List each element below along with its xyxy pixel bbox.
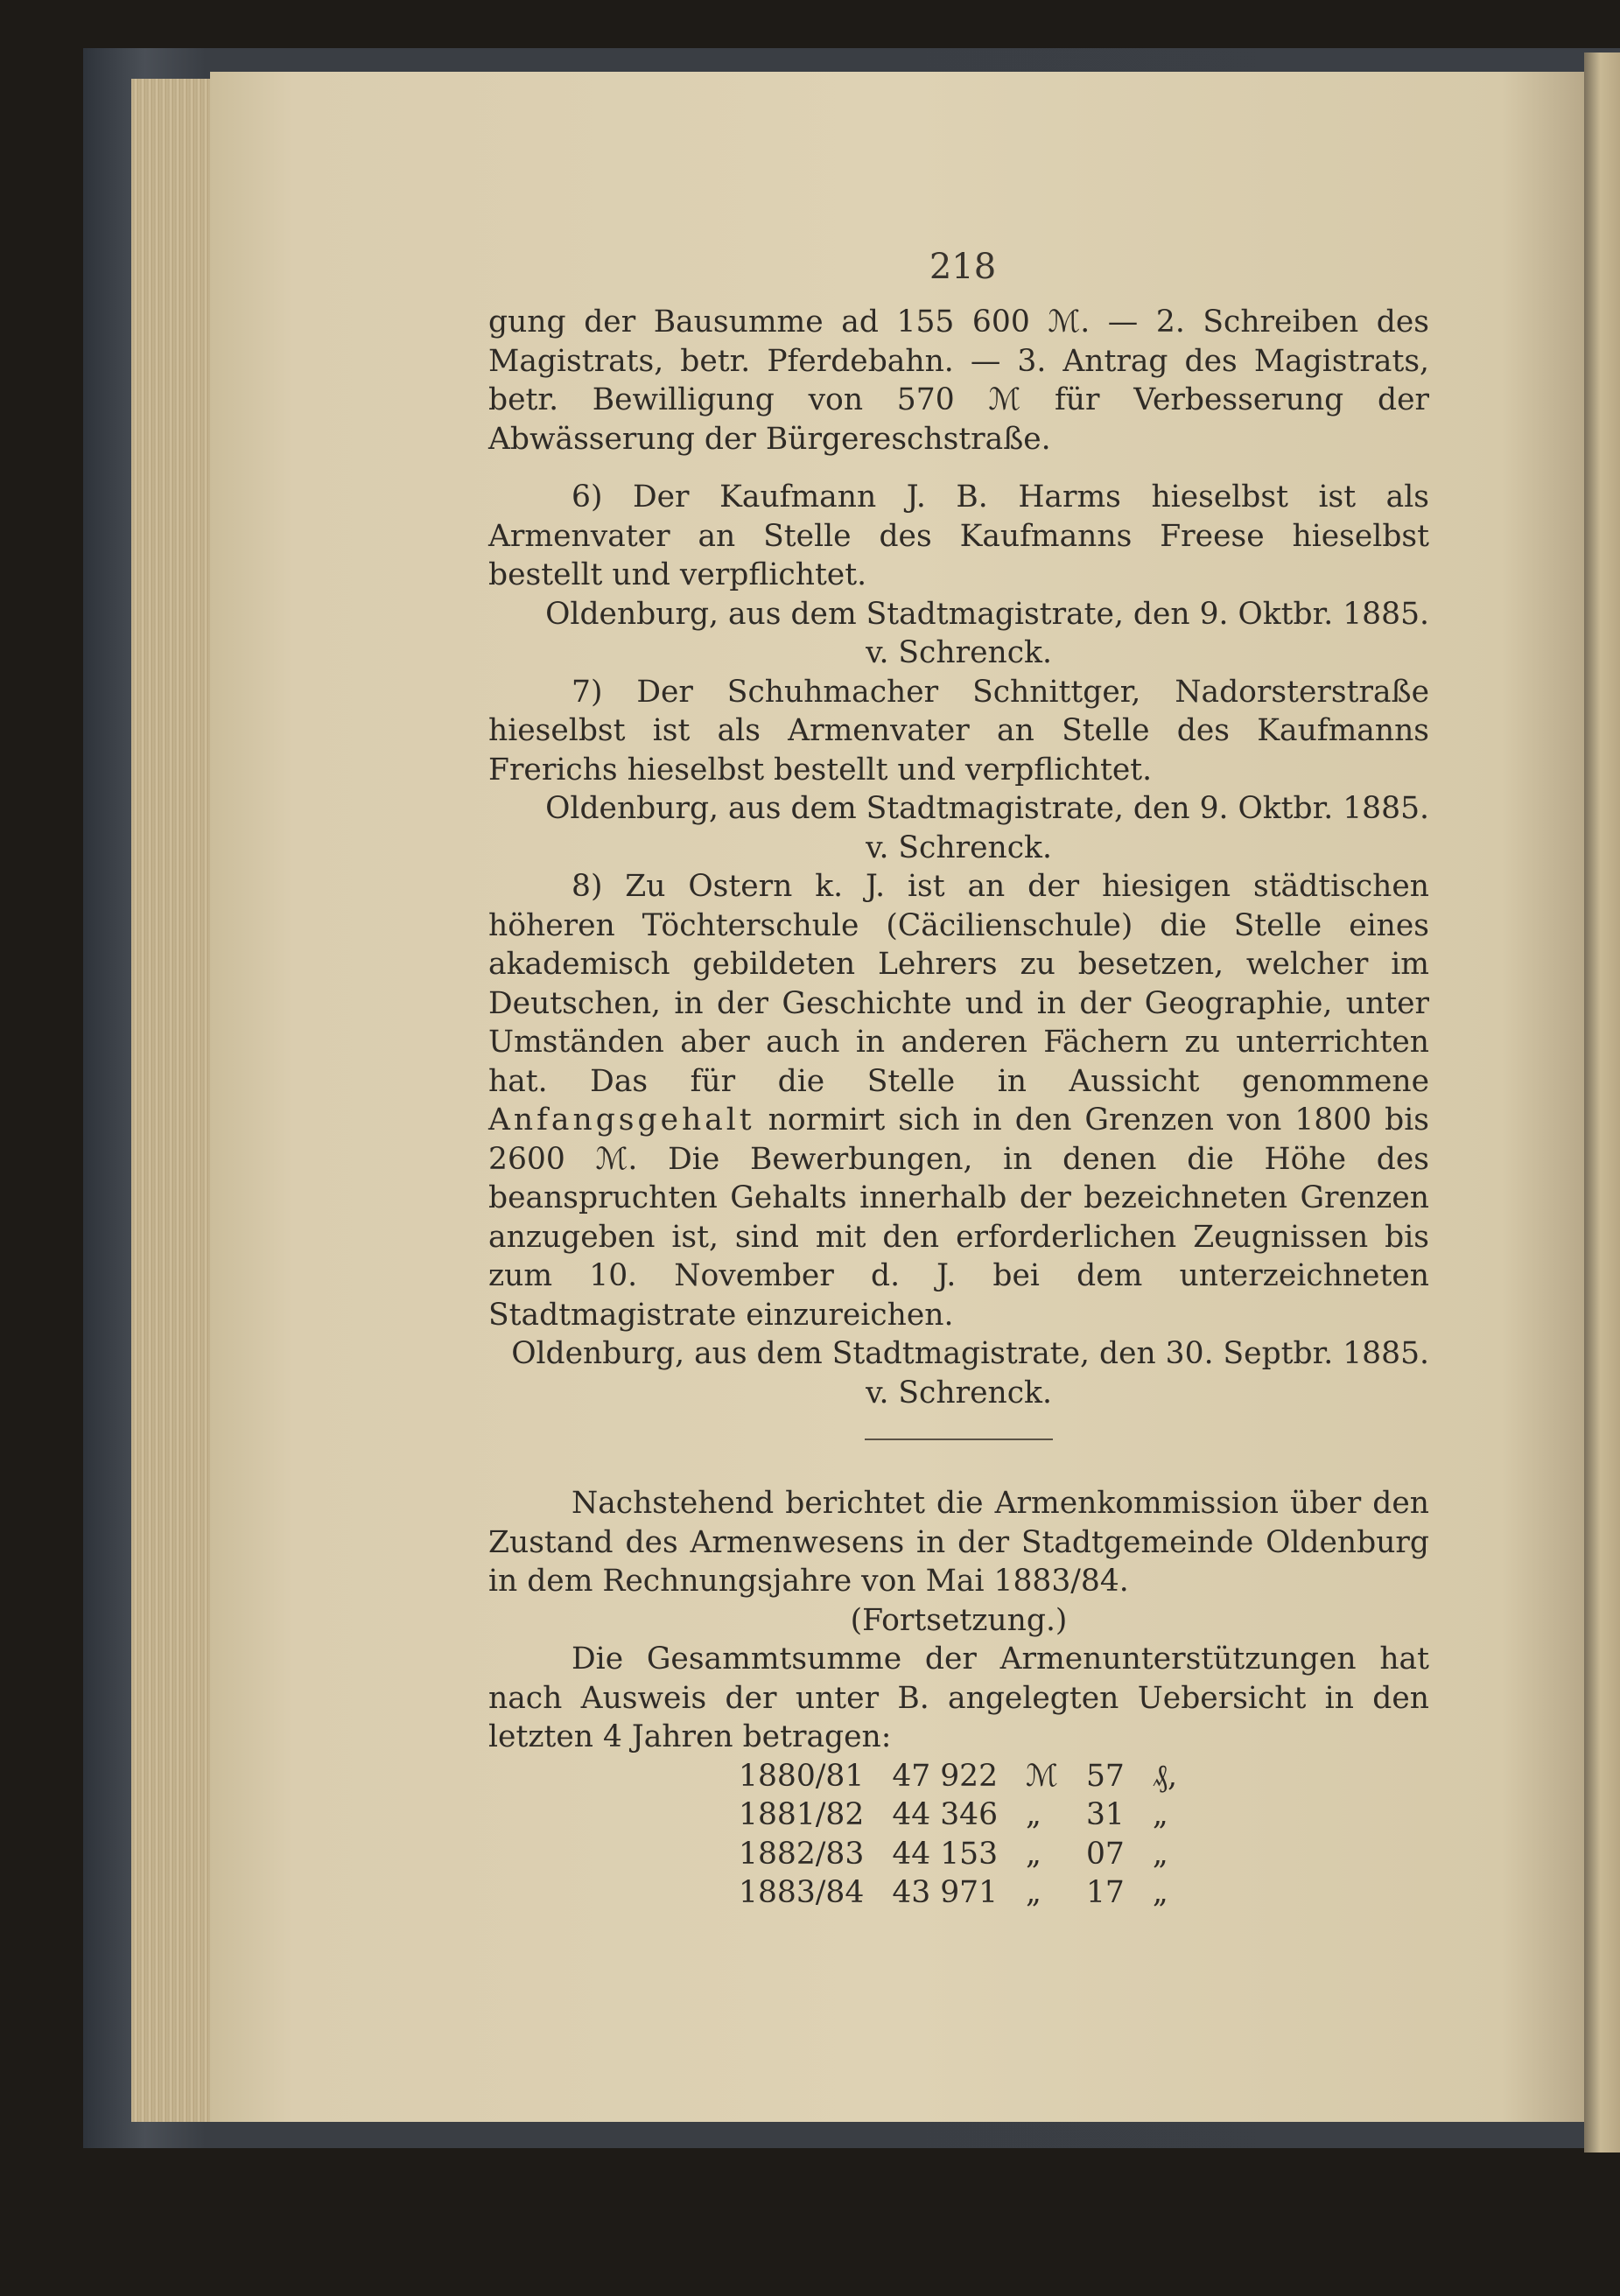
notice-8-text-after: normirt sich in den Grenzen von 1800 bis 2600 ℳ. Die Bewerbungen, in denen die Höhe des beanspruchten Gehalts innerhalb der bezeichneten Grenzen anzugeben ist, sind mit den erforderlichen Zeugnissen bis zum 10. November d. J. bei dem unterzeichneten Stadtmagistrate einzureichen. bbox=[488, 1102, 1429, 1333]
pfennig-unit-cell: „ bbox=[1152, 1836, 1168, 1872]
notice-8-signature: v. Schrenck. bbox=[866, 1375, 1052, 1410]
notice-8-place-date: Oldenburg, aus dem Stadtmagistrate, den 30. Septbr. 1885. bbox=[511, 1336, 1429, 1371]
marks-cell: 47 922 bbox=[892, 1758, 999, 1794]
notice-8-text bbox=[488, 867, 1429, 1334]
page-number: 218 bbox=[929, 247, 997, 287]
pfennig-cell: 31 bbox=[1085, 1797, 1125, 1832]
section-divider bbox=[865, 1438, 1053, 1440]
marks-cell: 43 971 bbox=[892, 1875, 999, 1910]
report-summary: Die Gesammtsumme der Armenunterstützungen hat nach Ausweis der unter B. angelegten Uebersicht in den letzten 4 Jahren betragen: bbox=[488, 1642, 1429, 1754]
notice-7-text: 7) Der Schuhmacher Schnittger, Nadorsterstraße hieselbst ist als Armenvater an Stelle des Kaufmanns Frerichs hieselbst bestellt und verpflichtet. bbox=[488, 674, 1429, 788]
year-cell: 1880/81 bbox=[739, 1758, 865, 1794]
paragraph-continuation: gung der Bausumme ad 155 600 ℳ. — 2. Schreiben des Magistrats, betr. Pferdebahn. — 3. Antrag des Magistrats, betr. Bewilligung von 570 ℳ für Verbesserung der Abwässerung der Bürgereschstraße. bbox=[488, 304, 1429, 457]
pfennig-cell: 07 bbox=[1085, 1836, 1125, 1872]
table-row bbox=[725, 1873, 1191, 1913]
notice-6-text: 6) Der Kaufmann J. B. Harms hieselbst ist als Armenvater an Stelle des Kaufmanns Freese hieselbst bestellt und verpflichtet. bbox=[488, 480, 1429, 592]
notice-8-spaced-word: Anfangsgehalt bbox=[488, 1102, 755, 1138]
facing-page-edge bbox=[1584, 52, 1620, 2152]
pfennig-cell: 17 bbox=[1085, 1875, 1125, 1910]
pfennig-cell: 57 bbox=[1085, 1758, 1125, 1794]
year-cell: 1881/82 bbox=[739, 1797, 865, 1832]
table-row bbox=[725, 1757, 1191, 1796]
report-continuation: (Fortsetzung.) bbox=[850, 1602, 1068, 1638]
header-spacer bbox=[488, 247, 1429, 303]
notice-7-signature: v. Schrenck. bbox=[866, 830, 1052, 865]
year-cell: 1883/84 bbox=[739, 1875, 865, 1910]
pfennig-unit-cell: „ bbox=[1152, 1875, 1168, 1910]
totals-table bbox=[725, 1757, 1191, 1913]
notice-8-text-before: 8) Zu Ostern k. J. ist an der hiesigen städtischen höheren Töchterschule (Cäcilienschule) die Stelle eines akademisch gebildeten Lehrers zu besetzen, welcher im Deutschen, in der Geschichte und in der Geographie, unter Umständen aber auch in anderen Fächern zu unterrichten hat. Das für die Stelle in Aussicht genommene bbox=[488, 869, 1429, 1099]
page-text bbox=[488, 247, 1429, 1913]
marks-cell: 44 153 bbox=[892, 1836, 999, 1872]
notice-7-place-date: Oldenburg, aus dem Stadtmagistrate, den 9. Oktbr. 1885. bbox=[545, 791, 1429, 826]
pfennig-unit-cell: „ bbox=[1152, 1797, 1168, 1832]
year-cell: 1882/83 bbox=[739, 1836, 865, 1872]
notice-6-signature: v. Schrenck. bbox=[866, 635, 1052, 670]
mark-unit-cell: ℳ bbox=[1026, 1758, 1058, 1794]
pfennig-unit-cell: ₰, bbox=[1152, 1758, 1178, 1794]
report-intro: Nachstehend berichtet die Armenkommission über den Zustand des Armenwesens in der Stadtgemeinde Oldenburg in dem Rechnungsjahre von Mai 1883/84. bbox=[488, 1486, 1429, 1599]
mark-unit-cell: „ bbox=[1026, 1797, 1041, 1832]
mark-unit-cell: „ bbox=[1026, 1836, 1041, 1872]
mark-unit-cell: „ bbox=[1026, 1875, 1041, 1910]
notice-6-place-date: Oldenburg, aus dem Stadtmagistrate, den 9. Oktbr. 1885. bbox=[545, 596, 1429, 632]
table-row bbox=[725, 1796, 1191, 1835]
table-row bbox=[725, 1835, 1191, 1874]
marks-cell: 44 346 bbox=[892, 1797, 999, 1832]
